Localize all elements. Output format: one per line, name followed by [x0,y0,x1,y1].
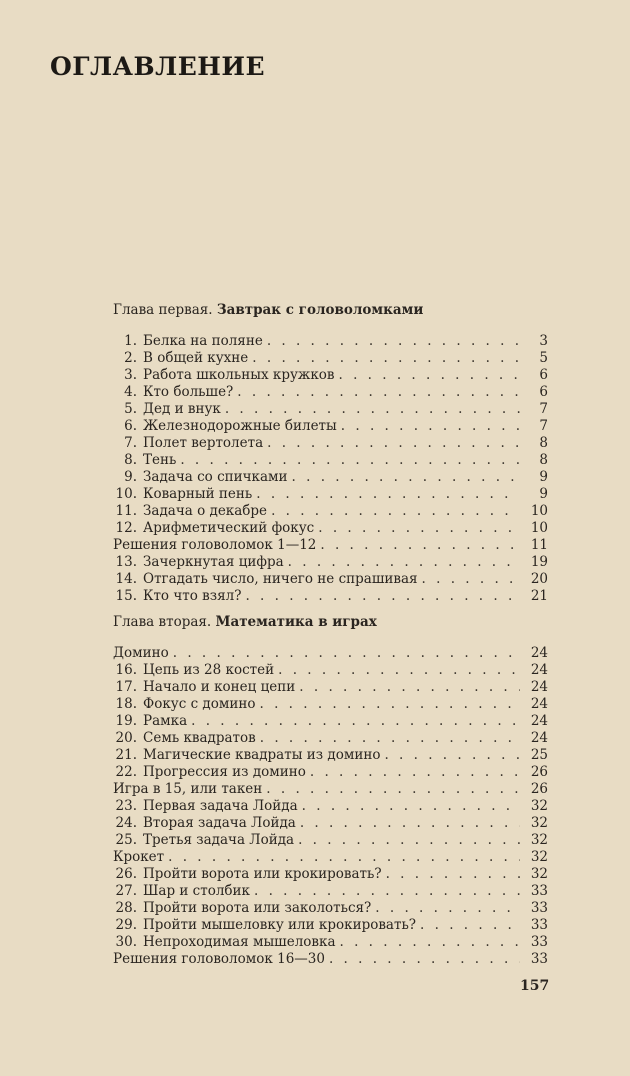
toc-entry [113,401,548,418]
entry-number: 22. [115,764,137,780]
toc-entry [113,520,548,537]
page-number: 157 [520,978,550,994]
entry-page: 24 [530,713,548,729]
toc-entry [113,571,548,588]
entry-page: 25 [530,747,548,763]
entry-number: 4. [124,384,137,400]
dot-leader [384,747,520,764]
entry-number: 17. [115,679,137,695]
toc-entry [113,764,548,781]
entry-number: 9. [124,469,137,485]
entry-title: Полет вертолета [143,435,264,451]
dot-leader [339,367,521,384]
entry-title: Зачеркнутая цифра [143,554,284,570]
entry-page: 32 [530,832,548,848]
entry-page: 3 [539,333,548,349]
dot-leader [254,883,520,900]
entry-title: Дед и внук [143,401,221,417]
toc-entry [113,554,548,571]
entry-title: Игра в 15, или такен [113,781,263,797]
entry-page: 33 [530,900,548,916]
dot-leader [302,798,520,815]
entry-number: 13. [115,554,137,570]
entry-page: 10 [530,520,548,536]
toc-entry [113,588,548,605]
toc-entry [113,917,548,934]
entry-page: 33 [530,917,548,933]
entry-page: 20 [530,571,548,587]
dot-leader [252,350,520,367]
entry-number: 11. [115,503,137,519]
entry-page: 9 [539,469,548,485]
toc-entry [113,486,548,503]
dot-leader [267,333,520,350]
entry-title: Фокус с домино [143,696,256,712]
toc-entry [113,435,548,452]
entry-title: Железнодорожные билеты [143,418,337,434]
entry-number: 3. [124,367,137,383]
entry-page: 26 [530,781,548,797]
chapter-heading [113,302,548,319]
entry-page: 8 [539,435,548,451]
entry-page: 11 [530,537,548,553]
toc-entry [113,832,548,849]
entry-number: 15. [115,588,137,604]
toc-entry [113,696,548,713]
entry-number: 21. [115,747,137,763]
entry-page: 32 [530,815,548,831]
entry-page: 6 [539,367,548,383]
entry-page: 33 [530,951,548,967]
toc-entry [113,367,548,384]
dot-leader [375,900,520,917]
entry-page: 7 [539,418,548,434]
entry-page: 5 [539,350,548,366]
chapter-heading [113,614,548,631]
toc-entry [113,662,548,679]
toc-entry [113,452,548,469]
dot-leader [173,645,520,662]
entry-number: 10. [115,486,137,502]
entry-page: 6 [539,384,548,400]
dot-leader [278,662,520,679]
dot-leader [318,520,520,537]
entry-title: Кто что взял? [143,588,242,604]
toc-entry [113,849,548,866]
dot-leader [292,469,520,486]
entry-number: 27. [115,883,137,899]
chapter-heading-label: Глава вторая. [113,614,212,630]
entry-number: 28. [115,900,137,916]
toc-entry [113,951,548,968]
entry-page: 24 [530,662,548,678]
dot-leader [267,435,520,452]
chapter-heading-title: Завтрак с головоломками [216,302,424,318]
entry-title: Отгадать число, ничего не спрашивая [143,571,418,587]
entry-page: 33 [530,883,548,899]
entry-title: Пройти ворота или заколоться? [143,900,372,916]
entry-page: 7 [539,401,548,417]
entry-title: Задача со спичками [143,469,288,485]
entry-number: 14. [115,571,137,587]
dot-leader [180,452,520,469]
toc-entry [113,537,548,554]
dot-leader [310,764,520,781]
entry-title: Белка на поляне [143,333,263,349]
dot-leader [422,571,520,588]
entry-number: 7. [124,435,137,451]
dot-leader [340,934,520,951]
entry-title: Коварный пень [143,486,253,502]
entry-title: Арифметический фокус [143,520,315,536]
dot-leader [259,696,520,713]
entry-page: 21 [530,588,548,604]
dot-leader [260,730,520,747]
entry-page: 9 [539,486,548,502]
dot-leader [288,554,520,571]
entry-number: 24. [115,815,137,831]
entry-title: В общей кухне [143,350,249,366]
dot-leader [386,866,520,883]
entry-page: 32 [530,849,548,865]
dot-leader [329,951,520,968]
entry-title: Работа школьных кружков [143,367,335,383]
entry-title: Начало и конец цепи [143,679,296,695]
toc-entry [113,333,548,350]
toc-entry [113,503,548,520]
entry-page: 24 [530,696,548,712]
dot-leader [420,917,520,934]
toc-entry [113,900,548,917]
toc-entry [113,747,548,764]
entry-title: Магические квадраты из домино [143,747,381,763]
toc-entry [113,418,548,435]
toc-entry [113,713,548,730]
page-title: ОГЛАВЛЕНИЕ [50,52,266,81]
entry-title: Первая задача Лойда [143,798,298,814]
entry-title: Шар и столбик [143,883,250,899]
toc-chapter-1 [113,302,548,605]
entry-title: Прогрессия из домино [143,764,306,780]
dot-leader [298,832,520,849]
chapter-heading-title: Математика в играх [215,614,377,630]
entry-number: 23. [115,798,137,814]
entry-number: 8. [124,452,137,468]
dot-leader [191,713,520,730]
entry-title: Вторая задача Лойда [143,815,296,831]
entry-number: 18. [115,696,137,712]
entry-number: 12. [115,520,137,536]
toc-entry [113,469,548,486]
toc-entry [113,679,548,696]
toc-entry [113,934,548,951]
dot-leader [168,849,520,866]
entry-page: 24 [530,679,548,695]
entry-title: Кто больше? [143,384,234,400]
dot-leader [299,679,520,696]
entry-number: 26. [115,866,137,882]
entry-page: 32 [530,866,548,882]
entry-page: 8 [539,452,548,468]
entry-number: 5. [124,401,137,417]
entry-title: Решения головоломок 16—30 [113,951,325,967]
dot-leader [245,588,520,605]
entry-page: 19 [530,554,548,570]
dot-leader [341,418,520,435]
dot-leader [320,537,520,554]
toc-entry [113,350,548,367]
entry-page: 32 [530,798,548,814]
entry-number: 20. [115,730,137,746]
entry-number: 30. [115,934,137,950]
toc-entry [113,883,548,900]
dot-leader [237,384,520,401]
entry-title: Семь квадратов [143,730,256,746]
entry-page: 26 [530,764,548,780]
entry-number: 25. [115,832,137,848]
entry-title: Непроходимая мышеловка [143,934,336,950]
toc-entry [113,815,548,832]
entry-number: 29. [115,917,137,933]
entry-number: 19. [115,713,137,729]
entry-page: 33 [530,934,548,950]
toc-chapter-2 [113,614,548,968]
entry-title: Домино [113,645,169,661]
entry-number: 16. [115,662,137,678]
dot-leader [271,503,520,520]
entry-number: 2. [124,350,137,366]
dot-leader [266,781,520,798]
toc-entry [113,384,548,401]
entry-title: Крокет [113,849,165,865]
toc-entry [113,645,548,662]
toc-entry [113,730,548,747]
entry-title: Задача о декабре [143,503,268,519]
entry-title: Пройти мышеловку или крокировать? [143,917,417,933]
entry-page: 10 [530,503,548,519]
chapter-heading-label: Глава первая. [113,302,213,318]
entry-number: 6. [124,418,137,434]
entry-title: Решения головоломок 1—12 [113,537,317,553]
toc-entry [113,798,548,815]
entry-title: Цепь из 28 костей [143,662,275,678]
dot-leader [300,815,520,832]
dot-leader [225,401,520,418]
entry-title: Тень [143,452,177,468]
entry-title: Третья задача Лойда [143,832,295,848]
toc-entry [113,866,548,883]
entry-title: Рамка [143,713,188,729]
toc-entry [113,781,548,798]
entry-page: 24 [530,730,548,746]
entry-number: 1. [124,333,137,349]
entry-page: 24 [530,645,548,661]
entry-title: Пройти ворота или крокировать? [143,866,382,882]
dot-leader [256,486,520,503]
